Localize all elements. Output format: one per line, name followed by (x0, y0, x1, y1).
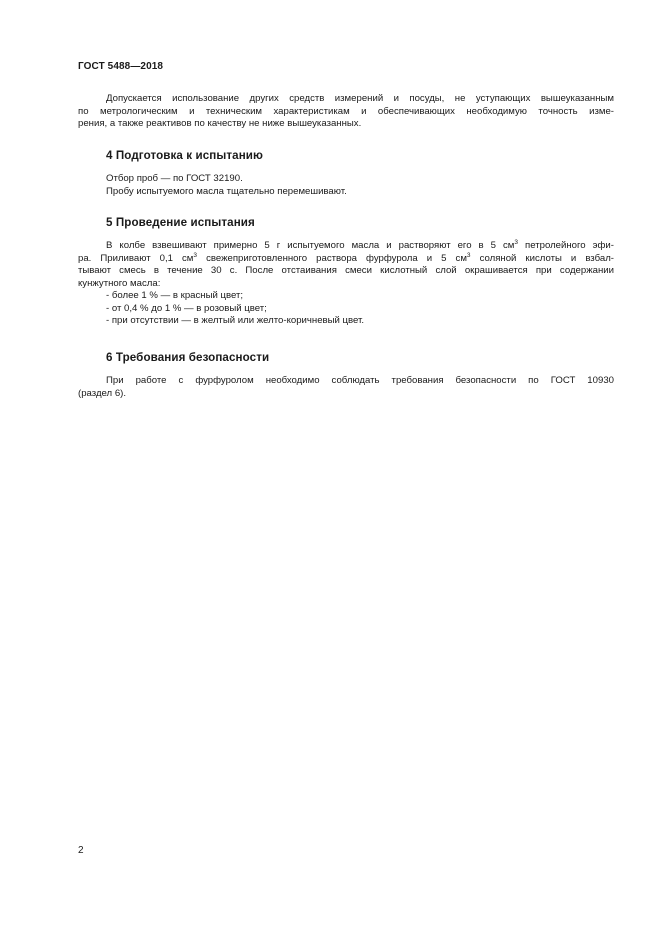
intro-paragraph (78, 93, 614, 131)
intro-line-1: Допускается использование других средств измерений и посуды, не уступающих вышеуказанным (106, 93, 614, 104)
section-4-heading: 4 Подготовка к испытанию (106, 149, 264, 162)
section-6-line-2: (раздел 6). (78, 387, 127, 399)
section-4-line-1: Отбор проб — по ГОСТ 32190. (106, 173, 243, 184)
superscript-3: 3 (466, 251, 471, 259)
section-5-line-2-text-c: соляной кислоты и взбал- (470, 252, 614, 264)
section-5-line-3: тывают смесь в течение 30 с. После отстаивания смеси кислотный слой окрашивается при содержании (78, 265, 614, 276)
section-6-body (78, 375, 614, 400)
section-5-line-4: кунжутного масла: (78, 277, 161, 289)
page-number: 2 (78, 845, 84, 856)
section-5-line-2 (78, 253, 614, 266)
intro-line-3: рения, а также реактивов по качеству не ниже вышеуказанных. (78, 118, 362, 129)
section-5-line-1-text: В колбе взвешивают примерно 5 г испытуемого масла и растворяют его в 5 см (106, 240, 515, 251)
document-header: ГОСТ 5488—2018 (78, 61, 164, 72)
section-5-heading: 5 Проведение испытания (106, 216, 255, 229)
list-item: - при отсутствии — в желтый или желто-коричневый цвет. (106, 315, 365, 326)
superscript-3: 3 (514, 239, 519, 246)
section-6-line-1: При работе с фурфуролом необходимо соблюдать требования безопасности по ГОСТ 10930 (106, 375, 614, 386)
list-item: - от 0,4 % до 1 % — в розовый цвет; (106, 302, 267, 314)
section-5-line-2-text-b: свежеприготовленного раствора фурфурола и 5 см (197, 252, 467, 264)
section-5-body (78, 240, 614, 328)
list-item: - более 1 % — в красный цвет; (106, 290, 244, 301)
section-4-line-2: Пробу испытуемого масла тщательно перемешивают. (106, 185, 347, 197)
section-5-line-2-text-a: ра. Приливают 0,1 см (78, 252, 194, 264)
section-6-heading: 6 Требования безопасности (106, 351, 270, 364)
section-5-line-1-end: петролейного эфи- (518, 240, 614, 251)
section-5-line-1 (78, 240, 614, 253)
superscript-3: 3 (193, 251, 198, 259)
intro-line-2: по метрологическим и техническим характеристикам и обеспечивающих необходимую точность изме- (78, 105, 614, 117)
section-4-body (78, 173, 614, 198)
